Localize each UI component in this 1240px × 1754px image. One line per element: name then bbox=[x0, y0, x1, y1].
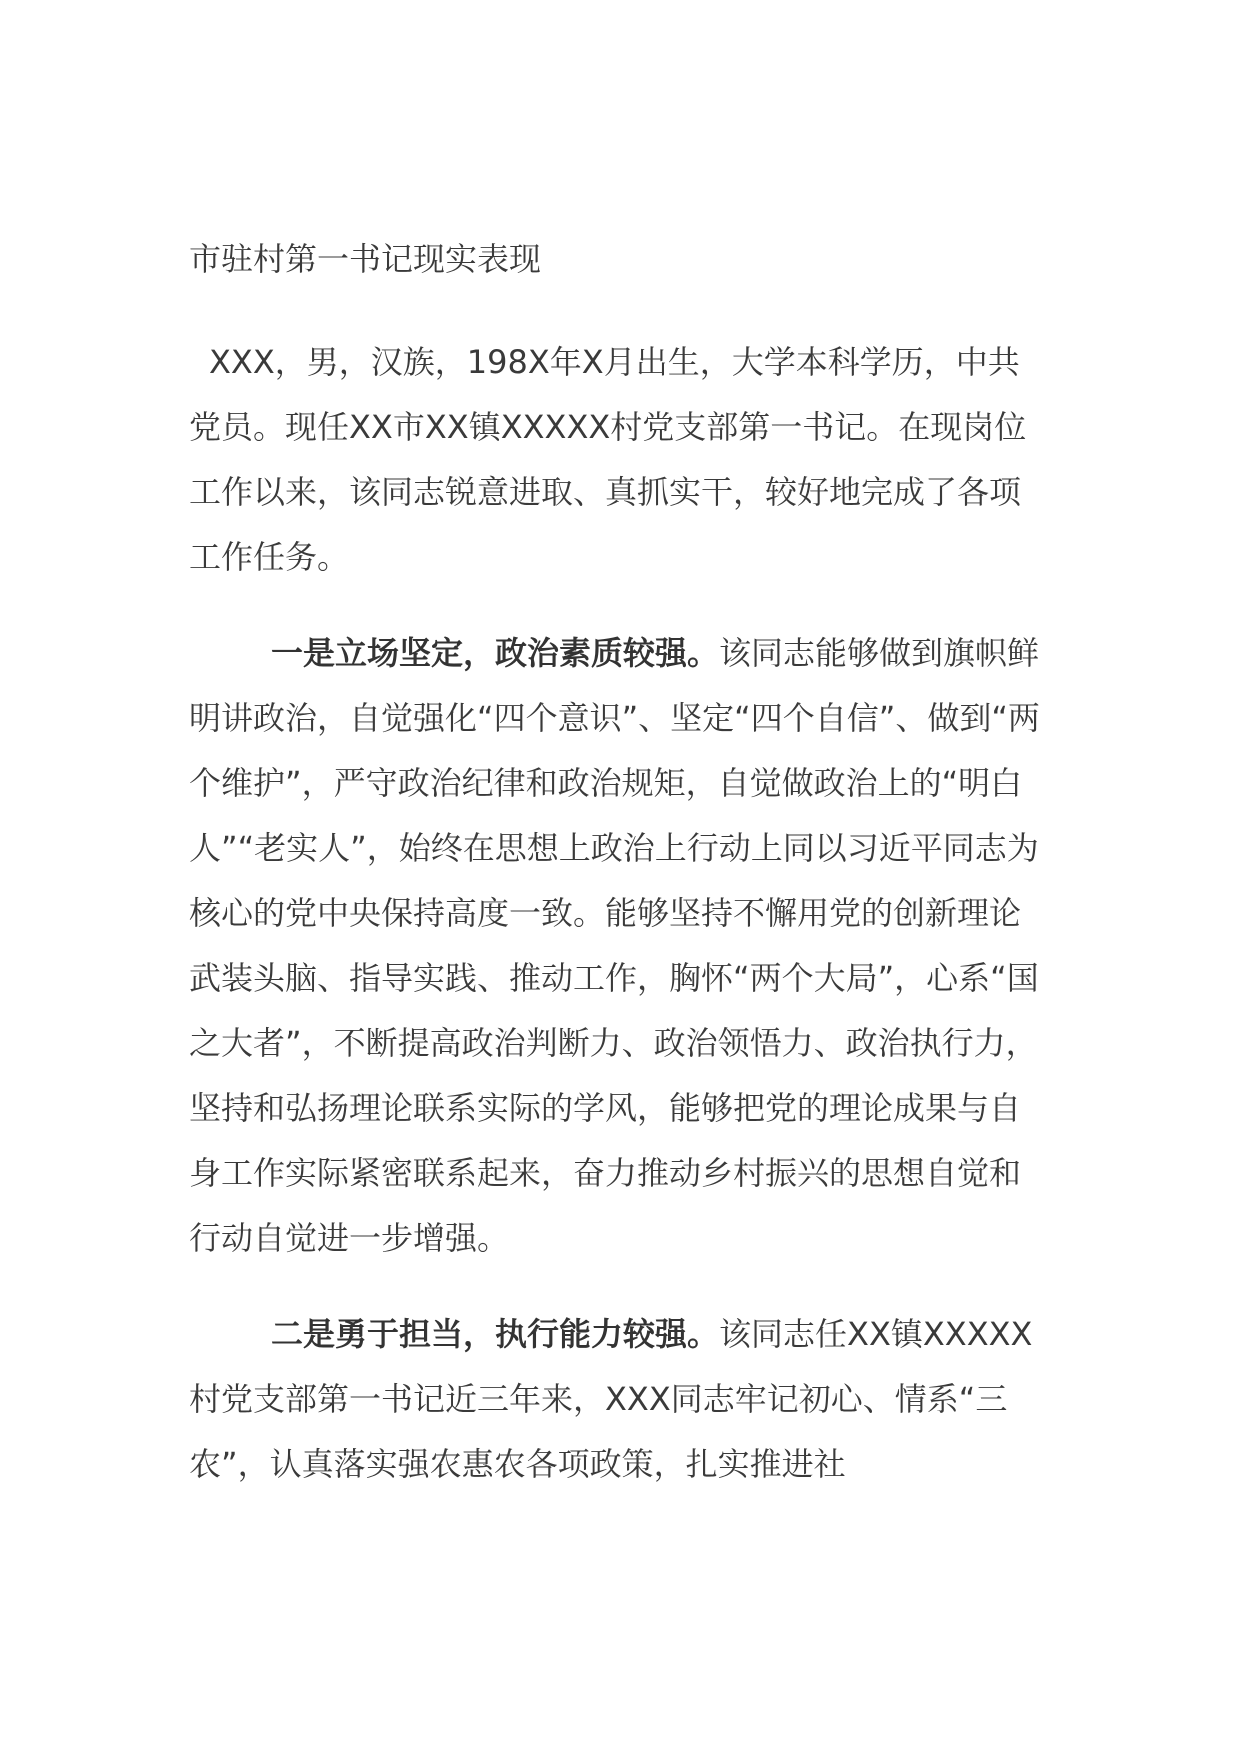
section-lead-execution: 二是勇于担当，执行能力较强。 bbox=[271, 1315, 720, 1353]
section-lead-political: 一是立场坚定，政治素质较强。 bbox=[271, 634, 720, 672]
section-paragraph-political bbox=[189, 621, 1051, 1271]
section-paragraph-execution bbox=[189, 1302, 1051, 1497]
document-body bbox=[189, 234, 1051, 1528]
section-text-execution: 该同志任XX镇XXXXX村党支部第一书记近三年来，XXX同志牢记初心、情系“三农”，认真落实强农惠农各项政策，扎实推进社 bbox=[189, 1315, 1033, 1483]
document-title: 市驻村第一书记现实表现 bbox=[189, 240, 542, 278]
section-text-political: 该同志能够做到旗帜鲜明讲政治，自觉强化“四个意识”、坚定“四个自信”、做到“两个维护”，严守政治纪律和政治规矩，自觉做政治上的“明白人”“老实人”，始终在思想上政治上行动上同以习近平同志为核心的党中央保持高度一致。能够坚持不懈用党的创新理论武装头脑、指导实践、推动工作，胸怀“两个大局”，心系“国之大者”，不断提高政治判断力、政治领悟力、政治执行力，坚持和弘扬理论联系实际的学风，能够把党的理论成果与自身工作实际紧密联系起来，奋力推动乡村振兴的思想自觉和行动自觉进一步增强。 bbox=[189, 634, 1040, 1257]
intro-paragraph: XXX，男，汉族，198X年X月出生，大学本科学历，中共党员。现任XX市XX镇XXXXX村党支部第一书记。在现岗位工作以来，该同志锐意进取、真抓实干，较好地完成了各项工作任务。 bbox=[189, 343, 1027, 576]
